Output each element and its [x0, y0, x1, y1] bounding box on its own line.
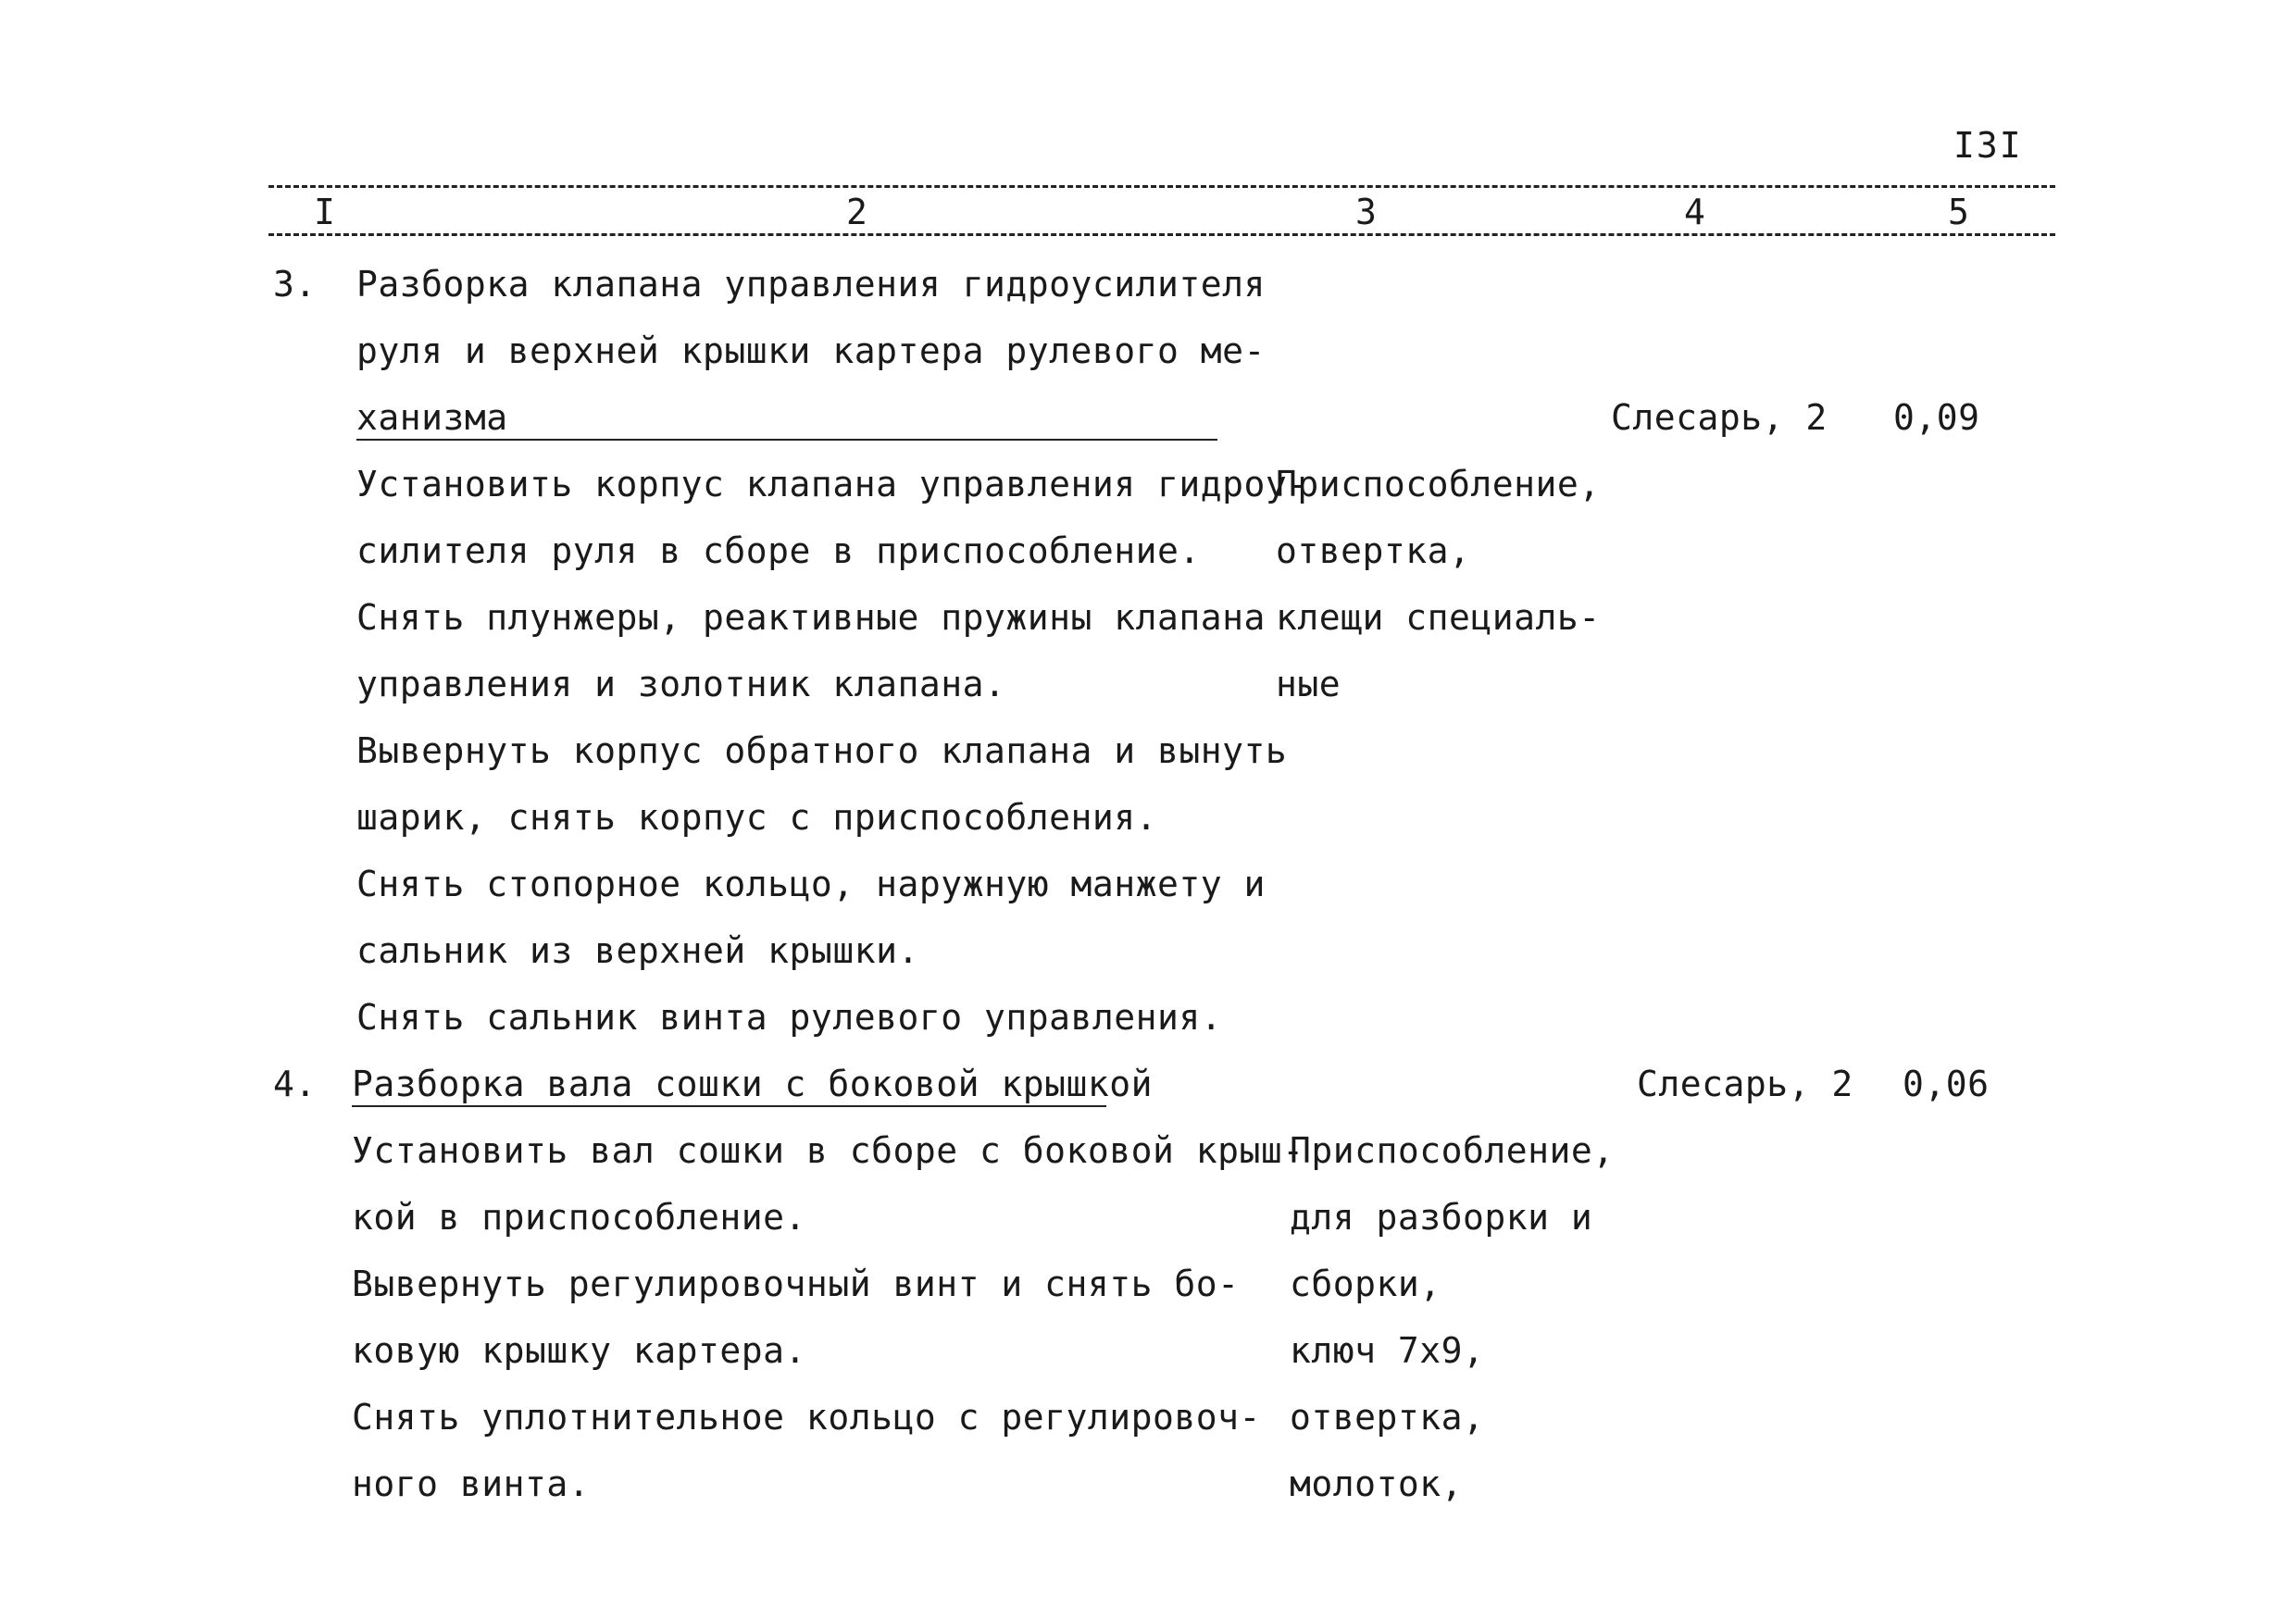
tool-line: молоток,	[1290, 1463, 1464, 1504]
step-line: Установить вал сошки в сборе с боковой крыш-	[352, 1130, 1304, 1171]
tool-line: Приспособление,	[1290, 1130, 1615, 1171]
tool-line: ключ 7х9,	[1290, 1330, 1485, 1371]
column-header-3: 3	[1352, 193, 1380, 231]
section-title-line: руля и верхней крышки картера рулевого ме-	[356, 330, 1266, 371]
section-title-underline	[356, 439, 1217, 441]
section-title-line: Разборка вала сошки с боковой крышкой	[352, 1064, 1153, 1104]
step-line: Снять плунжеры, реактивные пружины клапана	[356, 597, 1266, 638]
step-line: Вывернуть регулировочный винт и снять бо-	[352, 1264, 1240, 1304]
section-title-underline	[352, 1105, 1106, 1107]
page-number: I3I	[1953, 125, 2023, 166]
step-line: Снять сальник винта рулевого управления.	[356, 997, 1223, 1038]
step-line: ковую крышку картера.	[352, 1330, 806, 1371]
section-title-line: ханизма	[356, 397, 508, 438]
step-line: Снять уплотнительное кольцо с регулировоч-	[352, 1397, 1261, 1438]
column-header-5: 5	[1944, 193, 1973, 231]
column-header-2: 2	[842, 193, 871, 231]
step-line: шарик, снять корпус с приспособления.	[356, 797, 1157, 838]
tool-line: сборки,	[1290, 1264, 1441, 1304]
section-number: 4.	[273, 1064, 317, 1104]
step-line: Вывернуть корпус обратного клапана и вынуть	[356, 730, 1288, 771]
tool-line: клещи специаль-	[1276, 597, 1601, 638]
step-line: сальник из верхней крышки.	[356, 930, 919, 971]
time-norm: 0,09	[1893, 397, 1980, 438]
tool-line: отвертка,	[1290, 1397, 1485, 1438]
step-line: кой в приспособление.	[352, 1197, 806, 1238]
header-rule-bottom	[268, 233, 2055, 236]
worker-category: Слесарь, 2	[1637, 1064, 1853, 1104]
tool-line: для разборки и	[1290, 1197, 1593, 1238]
step-line: силителя руля в сборе в приспособление.	[356, 530, 1201, 571]
column-header-1: I	[310, 193, 339, 231]
tool-line: Приспособление,	[1276, 464, 1601, 504]
step-line: Снять стопорное кольцо, наружную манжету и	[356, 864, 1266, 904]
section-number: 3.	[273, 264, 317, 305]
time-norm: 0,06	[1903, 1064, 1990, 1104]
tool-line: отвертка,	[1276, 530, 1471, 571]
column-header-4: 4	[1680, 193, 1709, 231]
step-line: управления и золотник клапана.	[356, 664, 1006, 704]
section-title-line: Разборка клапана управления гидроусилителя	[356, 264, 1266, 305]
worker-category: Слесарь, 2	[1611, 397, 1828, 438]
step-line: Установить корпус клапана управления гидроу-	[356, 464, 1309, 504]
header-rule-top	[268, 185, 2055, 188]
step-line: ного винта.	[352, 1463, 591, 1504]
tool-line: ные	[1276, 664, 1341, 704]
